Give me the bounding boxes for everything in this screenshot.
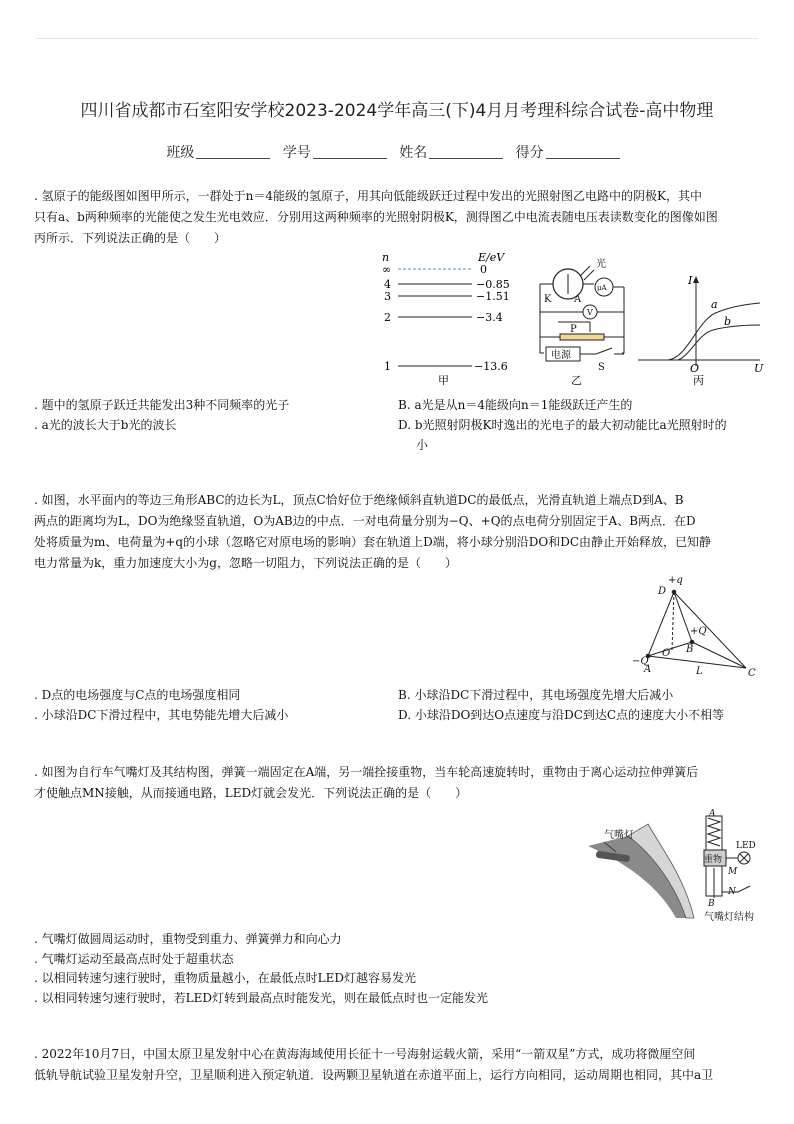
light-label: 光	[596, 259, 606, 270]
question-3-option-b[interactable]: . 气嘴灯运动至最高点时处于超重状态	[34, 952, 234, 966]
switch	[596, 348, 612, 354]
page-title: 四川省成都市石室阳安学校2023-2024学年高三(下)4月月考理科综合试卷-高中物理	[80, 101, 714, 121]
level-n: 2	[384, 311, 391, 324]
question-3-stem	[34, 762, 760, 804]
track-DO	[672, 592, 674, 650]
origin-label: O	[690, 362, 700, 375]
question-2-line: 处将质量为m、电荷量为+q的小球（忽略它对原电场的影响）套在轨道上D端，将小球分别沿DO和DC由静止开始释放，已知静	[34, 535, 712, 549]
level-n: 4	[384, 278, 391, 291]
light-ray	[580, 266, 590, 276]
level-energy: −3.4	[476, 311, 503, 324]
figure-caption-bing: 丙	[693, 374, 704, 387]
curve-a	[668, 303, 760, 360]
curve-b-label: b	[724, 315, 732, 328]
question-1-figure	[368, 248, 762, 390]
curve-b	[678, 325, 760, 360]
top-rule	[36, 38, 758, 39]
question-3-option-d[interactable]: . 以相同转速匀速行驶时，若LED灯转到最高点时能发光，则在最低点时也一定能发光	[34, 991, 488, 1005]
question-2-line: 电力常量为k，重力加速度大小为g，忽略一切阻力，下列说法正确的是（ ）	[34, 556, 457, 570]
question-3-figure	[588, 806, 760, 924]
id-label: 学号	[282, 145, 311, 161]
question-4-stem	[34, 1044, 760, 1086]
question-1-option-c[interactable]: . a光的波长大于b光的波长	[34, 418, 177, 432]
curve-a-label: a	[711, 298, 718, 311]
question-1-option-d-cont: 小	[416, 438, 429, 452]
edge-BC	[692, 642, 746, 668]
track-DC	[674, 592, 746, 668]
label-minus-Q: −Q	[632, 656, 649, 667]
level-energy: −13.6	[474, 360, 508, 373]
photoelectric-circuit	[540, 266, 624, 361]
question-1-option-a[interactable]: . 题中的氢原子跃迁共能发出3种不同频率的光子	[34, 398, 290, 412]
charge-q	[672, 590, 676, 594]
question-3-line: . 如图为自行车气嘴灯及其结构图，弹簧一端固定在A端，另一端拴接重物，当车轮高速旋转时，重物由于离心运动拉伸弹簧后	[34, 765, 699, 779]
slider-label: P	[570, 324, 577, 335]
student-info-line	[0, 142, 794, 162]
edge-DA	[648, 592, 674, 656]
label-O: O	[662, 648, 671, 659]
name-label: 姓名	[399, 145, 428, 161]
question-1-line: 丙所示．下列说法正确的是（ ）	[34, 231, 227, 245]
label-C: C	[748, 668, 756, 679]
question-2-line: 两点的距离均为L，DO为绝缘竖直轨道，O为AB边的中点．一对电荷量分别为−Q、+Q的点电荷分别固定于A、B两点．在D	[34, 514, 696, 528]
question-1-stem	[34, 186, 760, 249]
level-n: 1	[384, 360, 391, 373]
level-energy: −1.51	[476, 290, 510, 303]
lamp-label: 气嘴灯	[604, 830, 634, 841]
question-1-option-d[interactable]: D. b光照射阴极K时逸出的光电子的最大初动能比a光照射时的	[398, 418, 727, 432]
level-n: ∞	[382, 263, 392, 276]
question-1-line: 只有a、b两种频率的光能使之发生光电效应．分别用这两种频率的光照射阴极K，测得图乙中电流表随电压表读数变化的图像如图	[34, 210, 718, 224]
question-3-line: 才使触点MN接触，从而接通电路，LED灯就会发光．下列说法正确的是（ ）	[34, 786, 468, 800]
score-blank[interactable]	[546, 144, 620, 159]
question-3-option-c[interactable]: . 以相同转速匀速行驶时，重物质量越小，在最低点时LED灯越容易发光	[34, 971, 416, 985]
question-2-line: . 如图，水平面内的等边三角形ABC的边长为L，顶点C恰好位于绝缘倾斜直轨道DC的最低点，光滑直轨道上端点D到A、B	[34, 493, 684, 507]
id-blank[interactable]	[313, 144, 387, 159]
cathode-label: K	[544, 294, 552, 305]
question-2-option-a[interactable]: . D点的电场强度与C点的电场强度相同	[34, 688, 241, 702]
energy-axis-label: E/eV	[478, 251, 505, 264]
current-voltage-graph	[638, 274, 764, 387]
label-A: A	[709, 809, 716, 819]
label-plus-Q: +Q	[690, 626, 707, 637]
label-plus-q: +q	[668, 575, 683, 586]
level-energy: 0	[480, 263, 487, 276]
label-N: N	[728, 887, 736, 897]
class-label: 班级	[166, 145, 195, 161]
light-ray	[584, 270, 594, 280]
question-3-option-a[interactable]: . 气嘴灯做圆周运动时，重物受到重力、弹簧弹力和向心力	[34, 932, 342, 946]
question-2-option-d[interactable]: D. 小球沿DO到达O点速度与沿DC到达C点的速度大小不相等	[398, 708, 725, 722]
spring	[708, 818, 720, 846]
label-M: M	[728, 867, 738, 877]
label-D: D	[658, 586, 667, 597]
rheostat	[560, 334, 604, 340]
score-label: 得分	[515, 145, 544, 161]
question-2-figure	[626, 572, 758, 680]
n-axis-label: n	[382, 251, 390, 264]
weight-label: 重物	[704, 855, 723, 865]
wire	[722, 886, 750, 892]
source-label: 电源	[551, 350, 571, 361]
level-n: 3	[384, 290, 391, 303]
question-1-option-b[interactable]: B. a光是从n＝4能级向n＝1能级跃迁产生的	[398, 398, 633, 412]
label-B: B	[686, 644, 694, 655]
label-B: B	[708, 899, 715, 909]
figure-caption-yi: 乙	[571, 374, 582, 387]
question-2-stem	[34, 490, 760, 574]
switch-label: S	[598, 362, 605, 373]
led-label: LED	[736, 841, 756, 851]
question-1-line: . 氢原子的能级图如图甲所示，一群处于n＝4能级的氢原子，用其向低能级跃迁过程中发出的光照射图乙电路中的阴极K，其中	[34, 189, 702, 203]
level-energy: −0.85	[476, 278, 510, 291]
figure-caption-jia: 甲	[438, 374, 449, 387]
ammeter-label: μA	[597, 284, 607, 292]
label-A: A	[644, 664, 652, 675]
question-2-option-c[interactable]: . 小球沿DC下滑过程中，其电势能先增大后减小	[34, 708, 289, 722]
question-2-option-b[interactable]: B. 小球沿DC下滑过程中，其电场强度先增大后减小	[398, 688, 674, 702]
wire	[622, 287, 624, 353]
structure-caption: 气嘴灯结构	[704, 912, 754, 923]
question-4-line: 低轨导航试验卫星发射升空，卫星顺利进入预定轨道．设两颗卫星轨道在赤道平面上，运行方向相同，运动周期也相同，其中a卫	[34, 1068, 714, 1082]
i-axis-label: I	[688, 274, 693, 287]
question-4-line: . 2022年10月7日，中国太原卫星发射中心在黄海海域使用长征十一号海射运载火箭，采用“一箭双星”方式，成功将微厘空间	[34, 1047, 696, 1061]
label-L: L	[696, 666, 703, 677]
i-axis-arrow	[693, 276, 699, 283]
anode-label: A	[574, 294, 582, 305]
name-blank[interactable]	[429, 144, 503, 159]
class-blank[interactable]	[196, 144, 270, 159]
voltmeter-label: V	[587, 308, 593, 317]
energy-level-diagram	[382, 251, 510, 387]
u-axis-label: U	[754, 362, 764, 375]
